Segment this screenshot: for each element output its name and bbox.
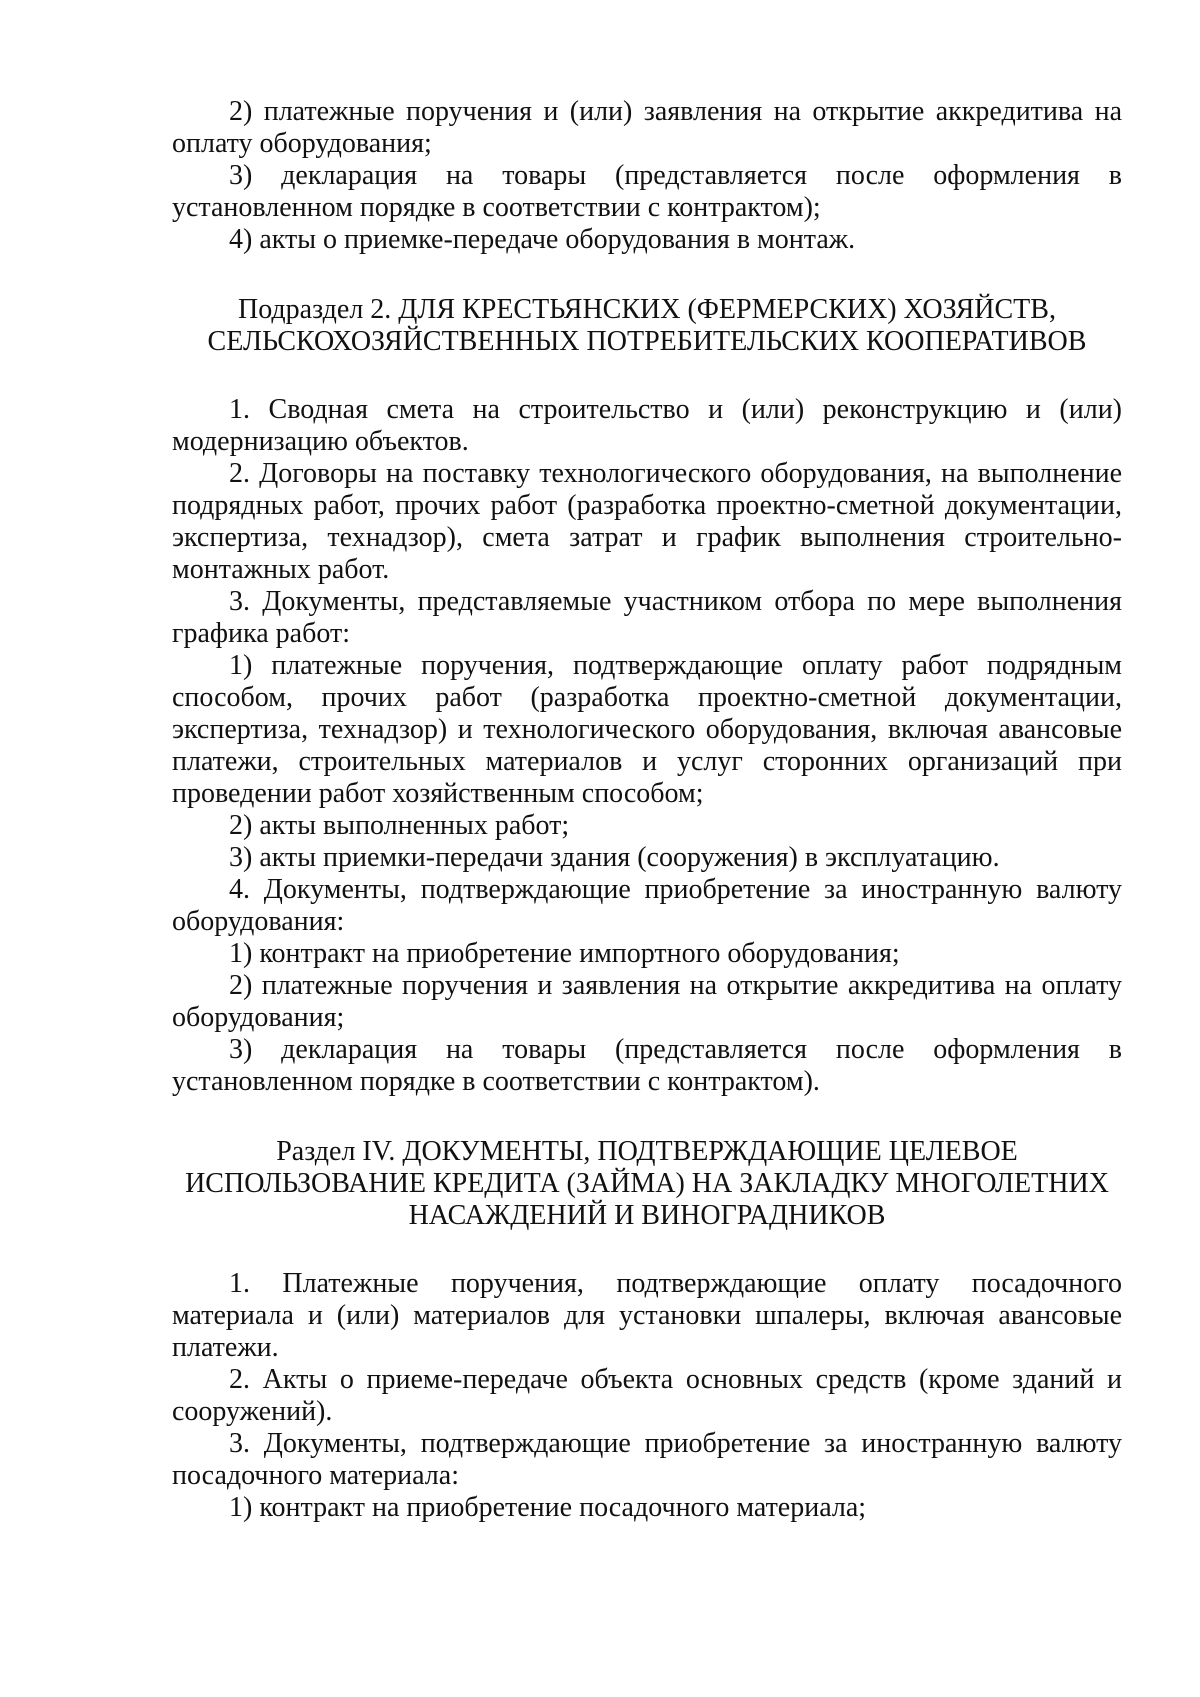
list-item: 1. Платежные поручения, подтверждающие оплату посадочного материала и (или) материалов для установки шпалеры, включая авансовые платежи. (172, 1268, 1122, 1363)
subsection-2-heading (172, 294, 1122, 358)
list-item: 1) платежные поручения, подтверждающие оплату работ подрядным способом, прочих работ (разработка проектно-сметной документации, экспертиза, технадзор) и технологического оборудования, включая авансовые платежи, строительных материалов и услуг сторонних организаций при проведении работ хозяйственным способом; (172, 650, 1122, 809)
spacer (172, 256, 1122, 294)
list-item: 3. Документы, представляемые участником отбора по мере выполнения графика работ: (172, 586, 1122, 649)
list-item: 2) платежные поручения и заявления на открытие аккредитива на оплату оборудования; (172, 970, 1122, 1033)
section-4-heading-line: НАСАЖДЕНИЙ И ВИНОГРАДНИКОВ (408, 1200, 886, 1231)
paragraph-payment-orders: 2) платежные поручения и (или) заявления на открытие аккредитива на оплату оборудования; (172, 96, 1122, 159)
list-item: 1) контракт на приобретение посадочного материала; (229, 1492, 867, 1523)
list-item: 2) акты выполненных работ; (229, 810, 570, 841)
list-item: 1) контракт на приобретение импортного оборудования; (229, 938, 900, 969)
subsection-2-heading-line: СЕЛЬСКОХОЗЯЙСТВЕННЫХ ПОТРЕБИТЕЛЬСКИХ КООПЕРАТИВОВ (207, 326, 1087, 357)
list-item: 3) акты приемки-передачи здания (сооружения) в эксплуатацию. (229, 842, 1000, 873)
spacer (172, 1232, 1122, 1268)
subsection-2-heading-line: Подраздел 2. ДЛЯ КРЕСТЬЯНСКИХ (ФЕРМЕРСКИХ) ХОЗЯЙСТВ, (238, 294, 1056, 325)
list-item: 3. Документы, подтверждающие приобретение за иностранную валюту посадочного материала: (172, 1428, 1122, 1491)
section-4-heading-line: ИСПОЛЬЗОВАНИЕ КРЕДИТА (ЗАЙМА) НА ЗАКЛАДКУ МНОГОЛЕТНИХ (185, 1168, 1109, 1199)
list-item: 4. Документы, подтверждающие приобретение за иностранную валюту оборудования: (172, 874, 1122, 937)
spacer (172, 1098, 1122, 1136)
list-item: 2. Договоры на поставку технологического оборудования, на выполнение подрядных работ, прочих работ (разработка проектно-сметной документации, экспертиза, технадзор), смета затрат и график выполнения строительно-монтажных работ. (172, 458, 1122, 585)
spacer (172, 358, 1122, 394)
document-page (172, 96, 1122, 1524)
paragraph-installation-acts: 4) акты о приемке-передаче оборудования в монтаж. (229, 224, 856, 255)
section-4-heading-line: Раздел IV. ДОКУМЕНТЫ, ПОДТВЕРЖДАЮЩИЕ ЦЕЛЕВОЕ (276, 1136, 1018, 1167)
list-item: 2. Акты о приеме-передаче объекта основных средств (кроме зданий и сооружений). (172, 1364, 1122, 1427)
list-item: 3) декларация на товары (представляется после оформления в установленном порядке в соответствии с контрактом). (172, 1034, 1122, 1097)
paragraph-goods-declaration: 3) декларация на товары (представляется после оформления в установленном порядке в соответствии с контрактом); (172, 160, 1122, 223)
list-item: 1. Сводная смета на строительство и (или) реконструкцию и (или) модернизацию объектов. (172, 394, 1122, 457)
section-4-heading (172, 1136, 1122, 1232)
